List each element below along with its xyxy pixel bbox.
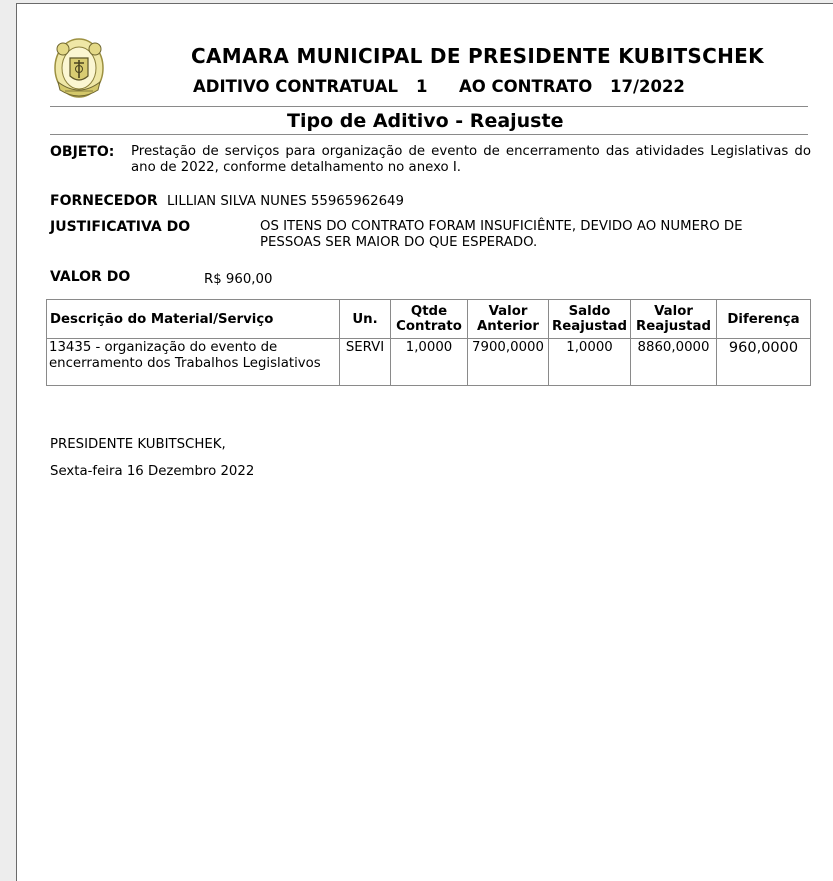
objeto-text: Prestação de serviços para organização de evento de encerramento das atividades Legislativas do ano de 2022, conforme detalhamento no anexo I. bbox=[131, 144, 811, 175]
coat-of-arms-icon bbox=[50, 36, 108, 104]
col-header-descricao: Descrição do Material/Serviço bbox=[47, 300, 340, 339]
valor-label: VALOR DO bbox=[50, 269, 131, 285]
cell-diferenca: 960,0000 bbox=[717, 339, 811, 386]
aditivo-label: ADITIVO CONTRATUAL bbox=[193, 77, 399, 96]
header-divider-top bbox=[50, 106, 808, 107]
col-header-qtde: Qtde Contrato bbox=[391, 300, 468, 339]
cell-valor-anterior: 7900,0000 bbox=[468, 339, 549, 386]
valor-value: R$ 960,00 bbox=[204, 272, 273, 287]
header-divider-bottom bbox=[50, 134, 808, 135]
aditivo-number: 1 bbox=[416, 77, 428, 96]
col-header-valor-anterior: Valor Anterior bbox=[468, 300, 549, 339]
items-table bbox=[46, 299, 811, 386]
justificativa-label: JUSTIFICATIVA DO bbox=[50, 219, 191, 235]
contrato-number: 17/2022 bbox=[610, 77, 685, 96]
justificativa-text: OS ITENS DO CONTRATO FORAM INSUFICIÊNTE, DEVIDO AO NUMERO DE PESSOAS SER MAIOR DO QUE ESPERADO. bbox=[260, 219, 743, 250]
fornecedor-label: FORNECEDOR bbox=[50, 193, 158, 209]
document-page bbox=[16, 3, 833, 881]
objeto-label: OBJETO: bbox=[50, 144, 115, 160]
col-header-saldo: Saldo Reajustad bbox=[549, 300, 631, 339]
header-title: CAMARA MUNICIPAL DE PRESIDENTE KUBITSCHEK bbox=[191, 44, 764, 68]
cell-valor-reajustado: 8860,0000 bbox=[631, 339, 717, 386]
cell-descricao: 13435 - organização do evento de encerramento dos Trabalhos Legislativos bbox=[47, 339, 340, 386]
cell-qtde: 1,0000 bbox=[391, 339, 468, 386]
col-header-un: Un. bbox=[340, 300, 391, 339]
table-header-row bbox=[47, 300, 811, 339]
footer-date: Sexta-feira 16 Dezembro 2022 bbox=[50, 464, 255, 479]
tipo-aditivo-heading: Tipo de Aditivo - Reajuste bbox=[287, 110, 564, 132]
cell-saldo: 1,0000 bbox=[549, 339, 631, 386]
footer-city: PRESIDENTE KUBITSCHEK, bbox=[50, 437, 226, 452]
cell-un: SERVI bbox=[340, 339, 391, 386]
contrato-label: AO CONTRATO bbox=[459, 77, 593, 96]
table-row bbox=[47, 339, 811, 386]
col-header-valor-reajustado: Valor Reajustad bbox=[631, 300, 717, 339]
fornecedor-value: LILLIAN SILVA NUNES 55965962649 bbox=[167, 194, 404, 209]
col-header-diferenca: Diferença bbox=[717, 300, 811, 339]
